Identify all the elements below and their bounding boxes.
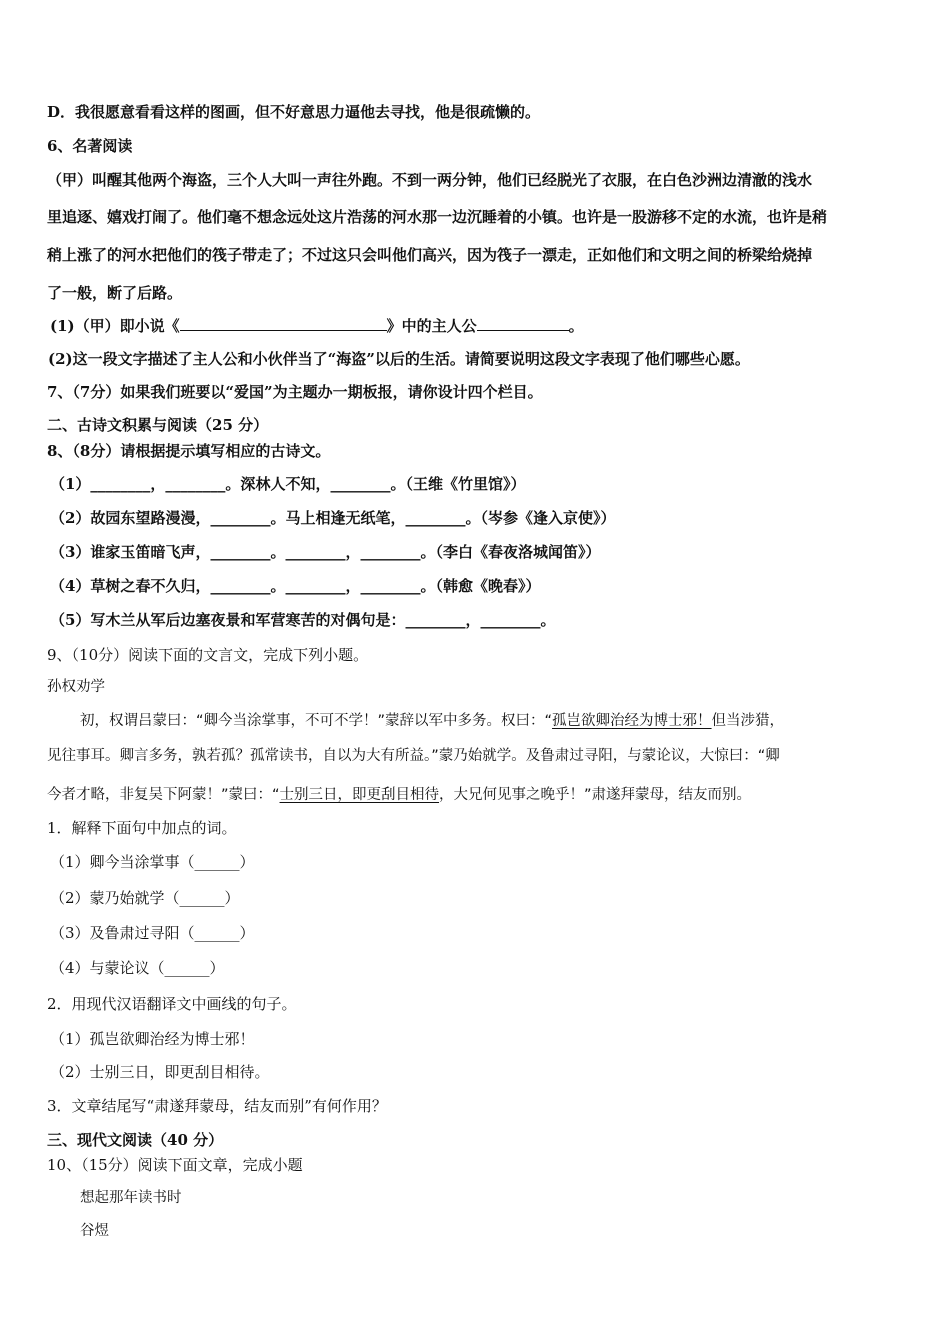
- q6-sub1-middle: 》中的主人公: [386, 317, 477, 335]
- q6-passage-line-4: 了一般，断了后路。: [47, 284, 183, 302]
- answer-blank: [180, 316, 387, 331]
- q6-sub1-end: 。: [568, 317, 584, 335]
- q9-line3-text: 今者才略，非复吴下阿蒙！”蒙曰：“: [47, 787, 280, 803]
- q9-line3-rest: ，大兄何见事之晚乎！”肃遂拜蒙母，结友而别。: [439, 787, 752, 803]
- q6-sub2: (2)这一段文字描述了主人公和小伙伴当了“海盗”以后的生活。请简要说明这段文字表现了他们哪些心愿。: [48, 350, 750, 368]
- q8-item-2: （2）故园东望路漫漫，________。马上相逢无纸笔，________。（岑参《逢入京使》）: [50, 509, 616, 527]
- q10-heading: 10、（15分）阅读下面文章，完成小题: [47, 1156, 303, 1174]
- q8-item-5: （5）写木兰从军后边塞夜景和军营寒苦的对偶句是：________，________。: [50, 611, 556, 629]
- q9-sub1-item-4: （4）与蒙论议（______）: [50, 959, 225, 977]
- q6-passage-line-1: （甲）叫醒其他两个海盗，三个人大叫一声往外跑。不到一两分钟，他们已经脱光了衣服，在白色沙洲边清澈的浅水: [47, 171, 813, 189]
- q9-sub2-heading: 2．用现代汉语翻译文中画线的句子。: [47, 995, 297, 1013]
- q9-line1-rest: 但当涉猎，: [711, 713, 785, 729]
- q9-sub1-heading: 1．解释下面句中加点的词。: [47, 819, 237, 837]
- q9-heading: 9、（10分）阅读下面的文言文，完成下列小题。: [47, 646, 369, 664]
- q9-passage-line-1: [80, 711, 784, 731]
- q8-item-4: （4）草树之春不久归，________。________，________。（韩愈《晚春》）: [50, 577, 541, 595]
- q9-sub1-item-2: （2）蒙乃始就学（______）: [50, 889, 240, 907]
- q10-article-author: 谷煜: [80, 1223, 109, 1239]
- q9-passage-line-3: [47, 785, 751, 805]
- q8-item-3: （3）谁家玉笛暗飞声，________。________，________。（李白《春夜洛城闻笛》）: [50, 543, 601, 561]
- q9-sub1-item-3: （3）及鲁肃过寻阳（______）: [50, 924, 255, 942]
- section-3-heading: 三、现代文阅读（40 分）: [47, 1131, 224, 1149]
- q8-heading: 8、（8分）请根据提示填写相应的古诗文。: [47, 442, 331, 460]
- q9-passage-title: 孙权劝学: [47, 679, 105, 695]
- q9-underlined-sentence-1: 孤岂欲卿治经为博士邪！: [552, 713, 712, 729]
- section-2-heading: 二、古诗文积累与阅读（25 分）: [47, 416, 269, 434]
- q9-passage-line-2: 见往事耳。卿言多务，孰若孤？孤常读书，自以为大有所益。”蒙乃始就学。及鲁肃过寻阳，与蒙论议，大惊曰：“卿: [47, 748, 780, 764]
- q9-sub2-item-1: （1）孤岂欲卿治经为博士邪！: [50, 1030, 255, 1048]
- q9-underlined-sentence-2: 士别三日，即更刮目相待: [279, 787, 440, 803]
- q6-sub1-prefix: (1)（甲）即小说《: [50, 317, 180, 335]
- q6-heading: 6、名著阅读: [47, 137, 133, 155]
- q6-passage-line-3: 稍上涨了的河水把他们的筏子带走了；不过这只会叫他们高兴，因为筏子一漂走，正如他们和文明之间的桥梁给烧掉: [47, 246, 813, 264]
- q7-text: 7、（7分）如果我们班要以“爱国”为主题办一期板报，请你设计四个栏目。: [47, 383, 543, 401]
- q9-line1-text: 初，权谓吕蒙曰：“卿今当涂掌事，不可不学！”蒙辞以军中多务。权曰：“: [80, 713, 553, 729]
- q5-option-d: D．我很愿意看看这样的图画，但不好意思力逼他去寻找，他是很疏懒的。: [47, 103, 541, 121]
- q6-sub1: [50, 316, 584, 336]
- q10-article-title: 想起那年读书时: [80, 1190, 182, 1206]
- q6-passage-line-2: 里追逐、嬉戏打闹了。他们毫不想念远处这片浩荡的河水那一边沉睡着的小镇。也许是一股游移不定的水流，也许是稍: [47, 208, 828, 226]
- answer-blank: [477, 316, 569, 331]
- q9-sub3: 3．文章结尾写“肃遂拜蒙母，结友而别”有何作用？: [47, 1097, 387, 1115]
- q8-item-1: （1）________，________。深林人不知，________。（王维《竹里馆》）: [50, 475, 526, 493]
- q9-sub1-item-1: （1）卿今当涂掌事（______）: [50, 853, 255, 871]
- q9-sub2-item-2: （2）士别三日，即更刮目相待。: [50, 1063, 270, 1081]
